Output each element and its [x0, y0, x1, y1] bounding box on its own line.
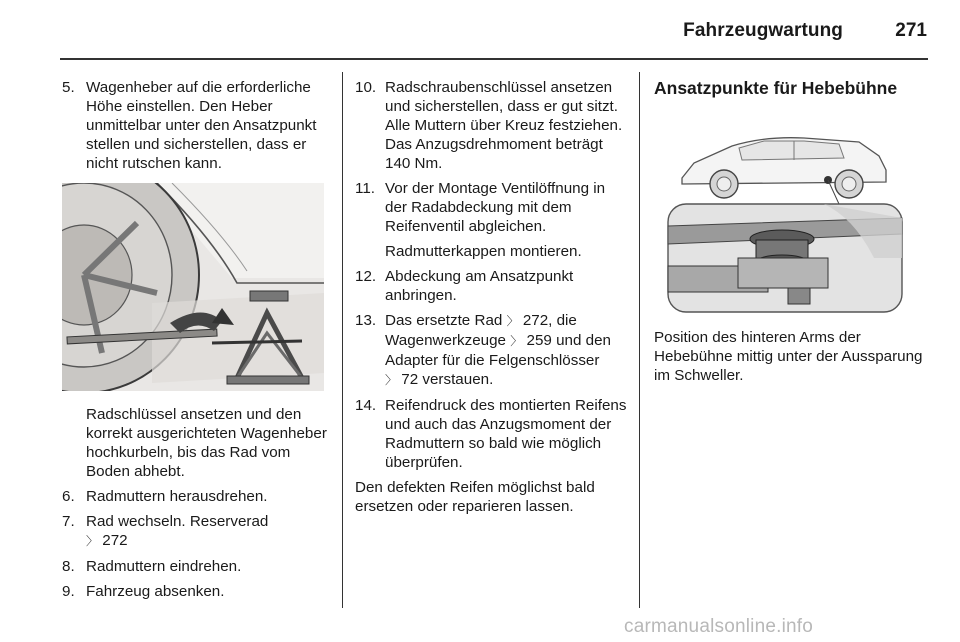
column-2 — [355, 78, 627, 522]
closing-note: Den defekten Reifen möglichst bald ersetzen oder reparieren lassen. — [355, 479, 595, 515]
step-11-note: Radmutterkappen montieren. — [385, 243, 582, 260]
page-ref-link[interactable]: 272 — [522, 312, 549, 329]
step-13: 13. Das ersetzte Rad 〉 272, die Wagenwerkzeuge 〉 259 und den Adapter für die Felgenschlösser 〉 72 verstauen. — [355, 312, 611, 388]
lift-caption: Position des hinteren Arms der Hebebühne mittig unter der Aussparung im Schweller. — [654, 329, 923, 384]
page-ref-link[interactable]: 259 — [526, 332, 552, 349]
page-ref-arrow-icon: 〉 — [385, 373, 398, 387]
step-7: 7. Rad wechseln. Reserverad 〉 272 — [62, 513, 269, 549]
step-6: 6. Radmuttern herausdrehen. — [62, 488, 268, 505]
jack-illustration — [62, 183, 324, 391]
page-ref-link[interactable]: 72 — [401, 371, 419, 388]
column-divider-1 — [342, 72, 343, 608]
step-5: 5. Wagenheber auf die erforderliche Höhe einstellen. Den Heber unmittelbar unter den Ansatzpunkt stellen und sicherstellen, dass er nicht rutschen kann. — [62, 79, 317, 172]
column-1 — [62, 78, 330, 607]
page-number: 271 — [895, 20, 927, 41]
page-ref-arrow-icon: 〉 — [86, 534, 99, 548]
step-10: 10. Radschraubenschlüssel ansetzen und sicherstellen, dass er gut sitzt. Alle Muttern über Kreuz festziehen. Das Anzugsdrehmoment beträgt 140 Nm. — [355, 79, 623, 172]
watermark: carmanualsonline.info — [624, 616, 814, 637]
step-9: 9. Fahrzeug absenken. — [62, 583, 225, 600]
section-title: Fahrzeugwartung — [683, 20, 843, 41]
header-rule — [60, 58, 928, 60]
step-14: 14. Reifendruck des montierten Reifens und auch das Anzugsmoment der Radmuttern so bald wie möglich überprüfen. — [355, 397, 627, 471]
page-ref-link[interactable]: 272 — [102, 532, 128, 549]
step-8: 8. Radmuttern eindrehen. — [62, 558, 242, 575]
lift-point-illustration — [654, 108, 916, 314]
page-ref-arrow-icon: 〉 — [506, 314, 519, 328]
page-ref-arrow-icon: 〉 — [510, 334, 523, 348]
column-3 — [654, 78, 928, 391]
section-heading: Ansatzpunkte für Hebebühne — [654, 78, 898, 98]
column-divider-2 — [639, 72, 640, 608]
step-12: 12. Abdeckung am Ansatzpunkt anbringen. — [355, 268, 574, 304]
step-11: 11. Vor der Montage Ventilöffnung in der Radabdeckung mit dem Reifenventil abgleichen. — [355, 180, 606, 235]
step-5-caption: Radschlüssel ansetzen und den korrekt ausgerichteten Wagenheber hochkurbeln, bis das Rad vom Boden abhebt. — [86, 406, 327, 480]
